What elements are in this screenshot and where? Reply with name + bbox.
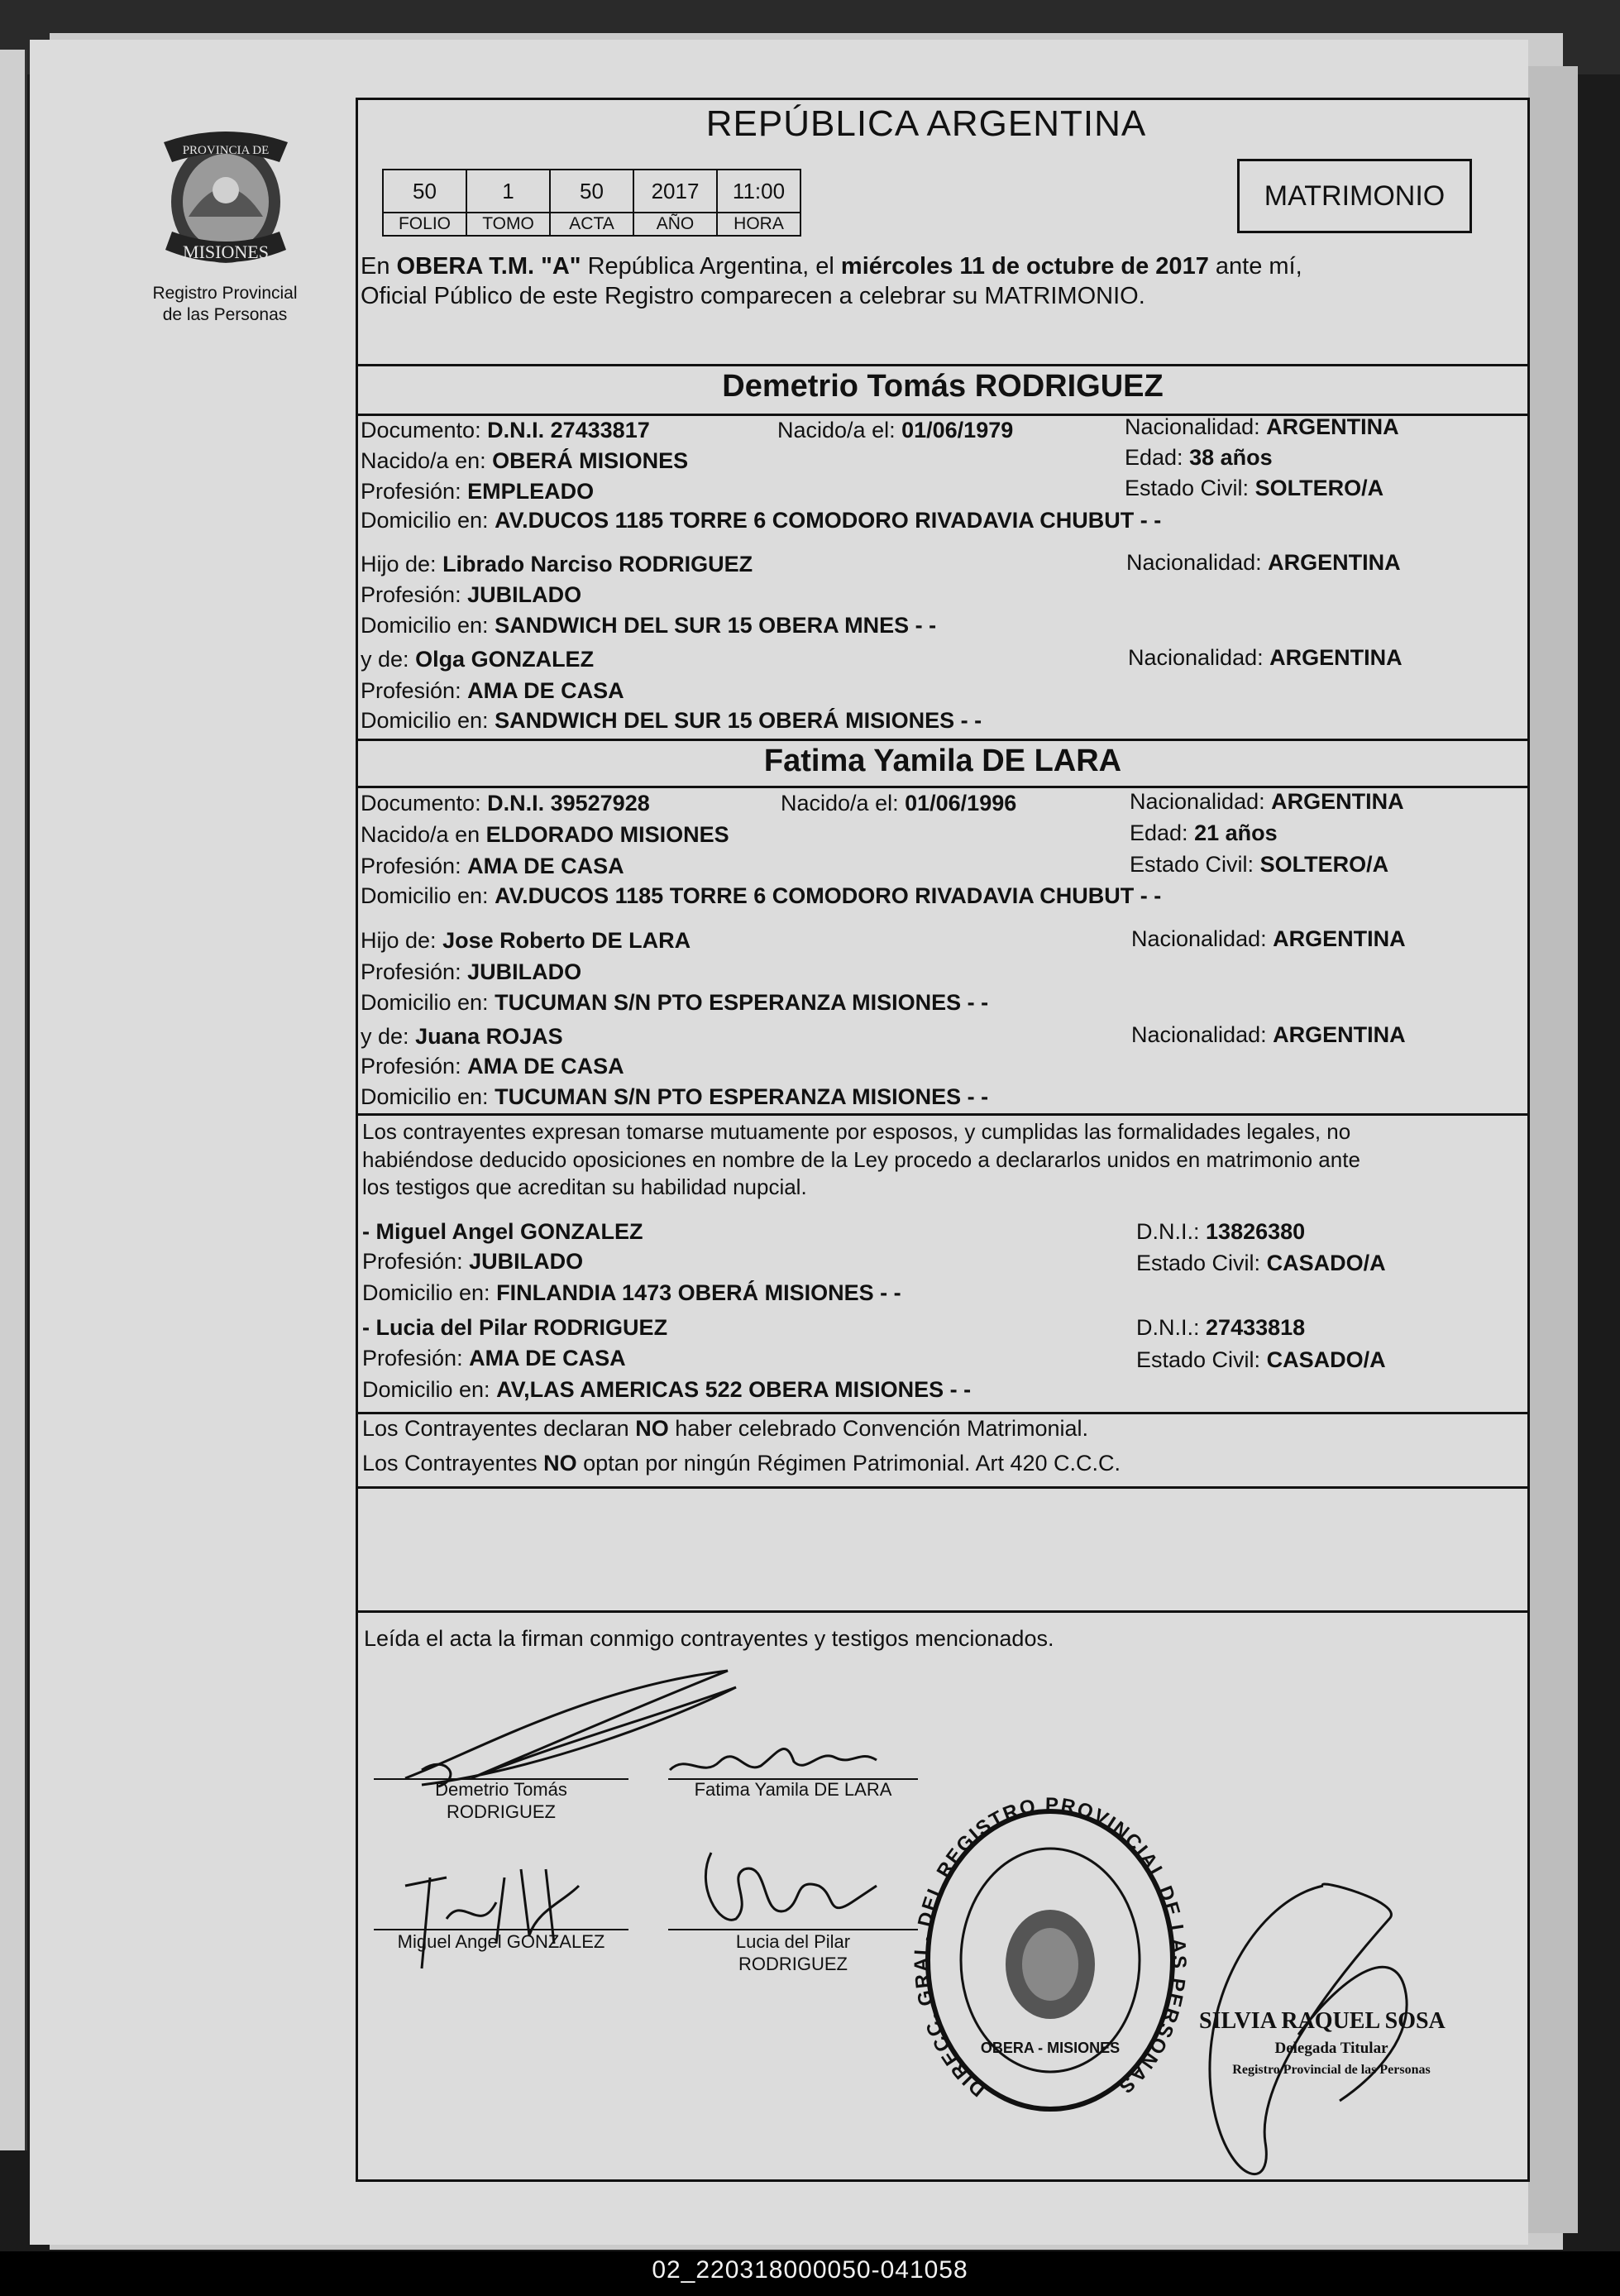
official-name: SILVIA RAQUEL SOSA: [1199, 2008, 1446, 2034]
field-value: ARGENTINA: [1269, 645, 1403, 670]
hora-value: 11:00: [717, 170, 800, 213]
bride-edad: [1130, 820, 1278, 846]
field-label: Edad:: [1125, 445, 1183, 470]
groom-signature-name: [374, 1778, 628, 1823]
field-label: Nacido/a en: [361, 822, 480, 847]
field-label: y de:: [361, 1024, 409, 1049]
witness-2-domicilio: [362, 1377, 971, 1403]
field-label: Nacionalidad:: [1131, 926, 1267, 951]
declaration-line: los testigos que acreditan su habilidad nupcial.: [362, 1174, 807, 1199]
field-label: Hijo de:: [361, 928, 437, 953]
convention-text: Los Contrayentes: [362, 1451, 538, 1476]
groom-padre-domicilio: [361, 613, 936, 639]
folio-value: 50: [383, 170, 466, 213]
bride-madre-nacionalidad: [1131, 1022, 1406, 1048]
field-label: Profesión:: [361, 854, 461, 878]
field-label: Documento:: [361, 791, 481, 816]
field-value: AV,LAS AMERICAS 522 OBERA MISIONES - -: [496, 1377, 972, 1402]
witness-1-profesion: [362, 1249, 583, 1275]
field-value: TUCUMAN S/N PTO ESPERANZA MISIONES - -: [495, 1084, 989, 1109]
field-value: AMA DE CASA: [467, 854, 624, 878]
field-value: ARGENTINA: [1271, 789, 1404, 814]
field-value: Olga GONZALEZ: [415, 647, 595, 672]
field-value: JUBILADO: [467, 582, 582, 607]
field-label: Nacionalidad:: [1131, 1022, 1267, 1047]
country-title: REPÚBLICA ARGENTINA: [705, 103, 1147, 144]
intro-text: ante mí,: [1215, 253, 1302, 280]
document-code: 02_220318000050-041058: [652, 2256, 968, 2284]
folio-label: FOLIO: [383, 213, 466, 236]
field-value: JUBILADO: [469, 1249, 584, 1274]
field-label: Domicilio en:: [361, 613, 489, 638]
field-label: Profesión:: [361, 1054, 461, 1079]
groom-estado-civil: [1125, 476, 1383, 501]
field-label: Nacionalidad:: [1130, 789, 1265, 814]
field-value: AV.DUCOS 1185 TORRE 6 COMODORO RIVADAVIA CHUBUT - -: [495, 883, 1162, 908]
groom-padre-profesion: [361, 582, 581, 608]
anio-label: AÑO: [633, 213, 717, 236]
field-value: Juana ROJAS: [415, 1024, 563, 1049]
field-value: JUBILADO: [467, 959, 582, 984]
field-label: Profesión:: [361, 959, 461, 984]
field-value: 01/06/1979: [901, 418, 1014, 442]
field-label: Edad:: [1130, 820, 1188, 845]
field-value: 21 años: [1194, 820, 1278, 845]
section-divider: [357, 739, 1528, 741]
section-divider: [357, 364, 1528, 366]
section-divider: [357, 1610, 1528, 1613]
acta-value: 50: [550, 170, 633, 213]
bride-signature-name: Fatima Yamila DE LARA: [694, 1779, 892, 1800]
bride-madre-domicilio: [361, 1084, 988, 1110]
field-value: AMA DE CASA: [467, 678, 624, 703]
registry-caption-line: de las Personas: [162, 305, 288, 324]
field-label: Estado Civil:: [1125, 476, 1250, 500]
groom-name: Demetrio Tomás RODRIGUEZ: [722, 369, 1164, 404]
field-label: Estado Civil:: [1136, 1251, 1261, 1275]
section-divider: [357, 1113, 1528, 1116]
field-label: Domicilio en:: [361, 508, 489, 533]
field-label: Nacido/a en:: [361, 448, 486, 473]
field-label: Nacionalidad:: [1125, 414, 1260, 439]
field-value: Librado Narciso RODRIGUEZ: [442, 552, 753, 576]
act-type-box: MATRIMONIO: [1237, 159, 1472, 233]
witness-1-signature-icon: [372, 1844, 620, 1977]
groom-padre: [361, 552, 753, 577]
field-label: Nacido/a el:: [781, 791, 899, 816]
field-value: 13826380: [1206, 1219, 1306, 1244]
bride-padre: [361, 928, 691, 954]
field-value: SANDWICH DEL SUR 15 OBERÁ MISIONES - -: [495, 708, 982, 733]
convention-text: haber celebrado Convención Matrimonial.: [675, 1416, 1089, 1441]
field-value: SANDWICH DEL SUR 15 OBERA MNES - -: [495, 613, 937, 638]
field-value: D.N.I. 39527928: [487, 791, 650, 816]
signature-name-line: Demetrio Tomás: [435, 1779, 567, 1800]
provincia-misiones-seal-icon: [155, 126, 296, 275]
intro-date: miércoles 11 de octubre de 2017: [840, 253, 1209, 280]
registry-caption: [124, 283, 326, 326]
field-value: ELDORADO MISIONES: [485, 822, 729, 847]
field-value: 38 años: [1189, 445, 1273, 470]
field-value: ARGENTINA: [1266, 414, 1399, 439]
seal-bottom-text: MISIONES: [183, 242, 269, 262]
intro-text: En: [361, 253, 390, 280]
bride-nacionalidad: [1130, 789, 1404, 815]
field-label: D.N.I.:: [1136, 1315, 1200, 1340]
official-title: Delegada Titular: [1274, 2040, 1388, 2057]
field-value: AMA DE CASA: [467, 1054, 624, 1079]
field-label: Profesión:: [361, 678, 461, 703]
convention-line-2: [362, 1451, 1121, 1476]
bride-padre-profesion: [361, 959, 581, 985]
registry-fields-table: [382, 169, 801, 237]
field-value: ARGENTINA: [1268, 550, 1401, 575]
witness-1-dni: [1136, 1219, 1305, 1245]
bride-nacido-en: [361, 822, 729, 848]
field-label: Domicilio en:: [361, 1084, 489, 1109]
field-label: Domicilio en:: [362, 1280, 490, 1305]
field-value: SOLTERO/A: [1259, 852, 1389, 877]
convention-text: Los Contrayentes declaran: [362, 1416, 629, 1441]
field-label: y de:: [361, 647, 409, 672]
bride-documento: [361, 791, 650, 816]
field-value: 01/06/1996: [905, 791, 1017, 816]
groom-domicilio: [361, 508, 1161, 533]
witness-1-signature-name: Miguel Angel GONZALEZ: [397, 1931, 605, 1952]
field-value: Jose Roberto DE LARA: [442, 928, 691, 953]
groom-madre-profesion: [361, 678, 624, 704]
official-org: Registro Provincial de las Personas: [1232, 2063, 1431, 2077]
field-value: D.N.I. 27433817: [487, 418, 650, 442]
witness-2-name: - Lucia del Pilar RODRIGUEZ: [362, 1315, 668, 1340]
intro-place: OBERA T.M. "A": [396, 253, 581, 280]
field-label: Profesión:: [362, 1249, 463, 1274]
field-label: Nacionalidad:: [1126, 550, 1262, 575]
field-value: ARGENTINA: [1273, 926, 1406, 951]
field-value: AMA DE CASA: [469, 1346, 626, 1370]
convention-text: optan por ningún Régimen Patrimonial. Art 420 C.C.C.: [583, 1451, 1121, 1476]
witness-2-estado-civil: [1136, 1347, 1386, 1373]
groom-nacido-en: [361, 448, 688, 474]
field-value: OBERÁ MISIONES: [492, 448, 689, 473]
groom-madre-domicilio: [361, 708, 982, 734]
bride-profesion: [361, 854, 624, 879]
field-label: Domicilio en:: [361, 708, 489, 733]
witness-1-domicilio: [362, 1280, 901, 1306]
convention-no: NO: [543, 1451, 577, 1476]
field-label: Domicilio en:: [361, 883, 489, 908]
field-label: Estado Civil:: [1136, 1347, 1261, 1372]
section-divider: [357, 1412, 1528, 1414]
field-value: CASADO/A: [1266, 1347, 1386, 1372]
groom-madre: [361, 647, 594, 672]
field-value: SOLTERO/A: [1254, 476, 1384, 500]
field-label: Nacionalidad:: [1128, 645, 1264, 670]
closing-statement: Leída el acta la firman conmigo contrayentes y testigos mencionados.: [364, 1626, 1054, 1651]
declaration-line: habiéndose deducido oposiciones en nombre de la Ley procedo a declararlos unidos en matrimonio ante: [362, 1147, 1360, 1172]
groom-edad: [1125, 445, 1273, 471]
stamp-inner-text: OBERA - MISIONES: [980, 2040, 1121, 2056]
witness-2-profesion: [362, 1346, 626, 1371]
field-label: Profesión:: [362, 1346, 463, 1370]
witness-2-dni: [1136, 1315, 1305, 1341]
field-label: D.N.I.:: [1136, 1219, 1200, 1244]
groom-documento: [361, 418, 650, 443]
groom-madre-nacionalidad: [1128, 645, 1403, 671]
registry-caption-line: Registro Provincial: [152, 284, 298, 303]
hora-label: HORA: [717, 213, 800, 236]
field-value: AV.DUCOS 1185 TORRE 6 COMODORO RIVADAVIA CHUBUT - -: [495, 508, 1162, 533]
field-label: Profesión:: [361, 582, 461, 607]
intro-text: República Argentina, el: [587, 253, 834, 280]
field-label: Hijo de:: [361, 552, 437, 576]
bride-estado-civil: [1130, 852, 1388, 878]
groom-padre-nacionalidad: [1126, 550, 1401, 576]
signature-name-line: Lucia del Pilar: [735, 1931, 851, 1952]
field-value: ARGENTINA: [1273, 1022, 1406, 1047]
field-value: TUCUMAN S/N PTO ESPERANZA MISIONES - -: [495, 990, 989, 1015]
left-page-edge: [0, 50, 27, 2150]
bride-madre-profesion: [361, 1054, 624, 1079]
field-value: CASADO/A: [1266, 1251, 1386, 1275]
section-divider: [357, 1486, 1528, 1489]
seal-top-text: PROVINCIA DE: [182, 144, 270, 157]
field-label: Nacido/a el:: [777, 418, 896, 442]
field-label: Domicilio en:: [361, 990, 489, 1015]
intro-line-1: [361, 253, 1302, 280]
field-label: Estado Civil:: [1130, 852, 1254, 877]
bride-nacido-el: [781, 791, 1016, 816]
stamp-ring-text: DIRECC. GRAL. DEL REGISTRO PROVINCIAL DE LAS PERSONAS: [910, 1793, 1191, 2102]
witness-1-name: - Miguel Angel GONZALEZ: [362, 1219, 643, 1244]
acta-label: ACTA: [550, 213, 633, 236]
field-value: FINLANDIA 1473 OBERÁ MISIONES - -: [496, 1280, 901, 1305]
bride-name: Fatima Yamila DE LARA: [763, 744, 1122, 778]
signature-name-line: RODRIGUEZ: [738, 1954, 848, 1974]
groom-nacionalidad: [1125, 414, 1399, 440]
field-label: Profesión:: [361, 479, 461, 504]
field-label: Domicilio en:: [362, 1377, 490, 1402]
field-value: EMPLEADO: [467, 479, 595, 504]
bride-madre: [361, 1024, 563, 1050]
groom-nacido-el: [777, 418, 1013, 443]
groom-profesion: [361, 479, 594, 505]
section-divider: [357, 786, 1528, 788]
declaration-line: Los contrayentes expresan tomarse mutuamente por esposos, y cumplidas las formalidades legales, no: [362, 1119, 1351, 1144]
tomo-label: TOMO: [466, 213, 550, 236]
witness-1-estado-civil: [1136, 1251, 1386, 1276]
registry-stamp-icon: [910, 1793, 1191, 2126]
anio-value: 2017: [633, 170, 717, 213]
tomo-value: 1: [466, 170, 550, 213]
convention-line-1: [362, 1416, 1088, 1442]
convention-no: NO: [635, 1416, 669, 1441]
bride-domicilio: [361, 883, 1161, 909]
intro-line-2: Oficial Público de este Registro comparecen a celebrar su MATRIMONIO.: [361, 283, 1145, 309]
signature-name-line: RODRIGUEZ: [447, 1801, 556, 1822]
bride-padre-domicilio: [361, 990, 988, 1016]
bride-padre-nacionalidad: [1131, 926, 1406, 952]
paper-stack-edge: [1528, 66, 1578, 2233]
witness-2-signature-name: [668, 1930, 918, 1975]
field-label: Documento:: [361, 418, 481, 442]
field-value: 27433818: [1206, 1315, 1306, 1340]
